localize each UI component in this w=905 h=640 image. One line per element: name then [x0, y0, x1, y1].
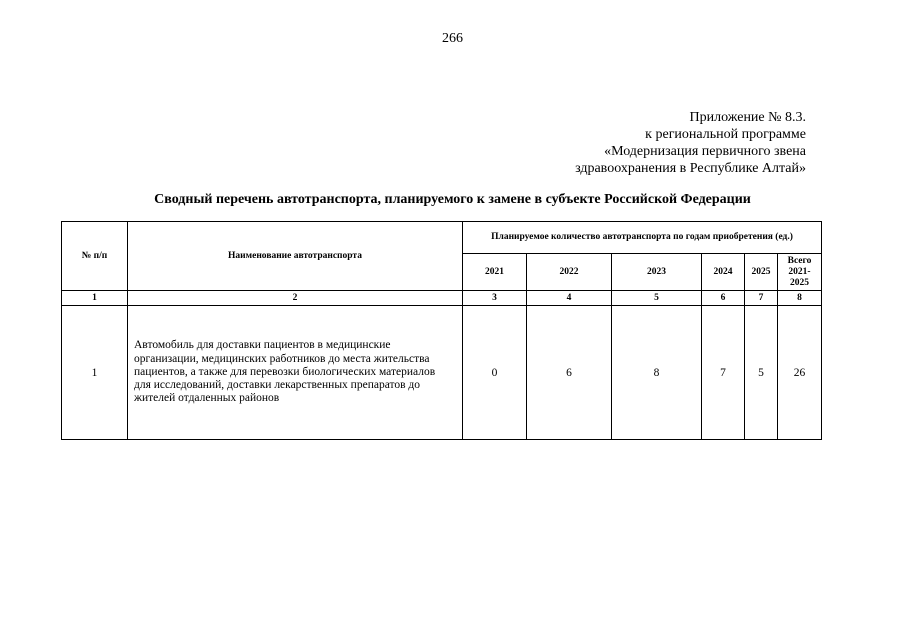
- table-row: [62, 306, 822, 440]
- appendix-line-2: к региональной программе: [645, 127, 806, 142]
- vehicle-name-cell: Автомобиль для доставки пациентов в медицинские организации, медицинских работников до места жительства пациентов, а также для перевозки биологических материалов для исследований, доставки лекарственных препаратов до жителей отдаленных районов: [128, 306, 463, 440]
- column-number: 3: [463, 291, 527, 306]
- header-year-2024: 2024: [702, 254, 745, 291]
- column-number: 2: [128, 291, 463, 306]
- column-number: 1: [62, 291, 128, 306]
- header-total-line-2: 2021-: [788, 266, 811, 277]
- column-number: 5: [612, 291, 702, 306]
- value-2024-cell: 7: [702, 306, 745, 440]
- appendix-line-1: Приложение № 8.3.: [689, 110, 806, 125]
- appendix-line-3: «Модернизация первичного звена: [604, 144, 806, 159]
- header-planned-quantity: [463, 222, 822, 254]
- value-2022-cell: 6: [527, 306, 612, 440]
- column-number-row: [62, 291, 822, 306]
- header-year-2023: 2023: [612, 254, 702, 291]
- header-total-line-1: Всего: [787, 255, 812, 266]
- document-title: Сводный перечень автотранспорта, планируемого к замене в субъекте Российской Федерации: [154, 192, 751, 207]
- header-total: [778, 254, 822, 291]
- value-2023-cell: 8: [612, 306, 702, 440]
- row-num-cell: 1: [62, 306, 128, 440]
- column-number: 6: [702, 291, 745, 306]
- vehicle-replacement-table: [61, 221, 822, 440]
- value-2025-cell: 5: [745, 306, 778, 440]
- header-vehicle-name: Наименование автотранспорта: [128, 222, 463, 291]
- appendix-line-4: здравоохранения в Республике Алтай»: [575, 161, 806, 176]
- column-number: 7: [745, 291, 778, 306]
- value-2021-cell: 0: [463, 306, 527, 440]
- header-year-2025: 2025: [745, 254, 778, 291]
- header-row-group: [62, 222, 822, 254]
- appendix-block: [575, 109, 806, 177]
- header-year-2021: 2021: [463, 254, 527, 291]
- total-cell: 26: [778, 306, 822, 440]
- column-number: 8: [778, 291, 822, 306]
- header-planned-quantity-label: Планируемое количество автотранспорта по годам приобретения (ед.): [491, 232, 793, 242]
- header-total-line-3: 2025: [790, 277, 809, 288]
- header-num: № п/п: [62, 222, 128, 291]
- header-year-2022: 2022: [527, 254, 612, 291]
- column-number: 4: [527, 291, 612, 306]
- page-number: 266: [442, 31, 463, 46]
